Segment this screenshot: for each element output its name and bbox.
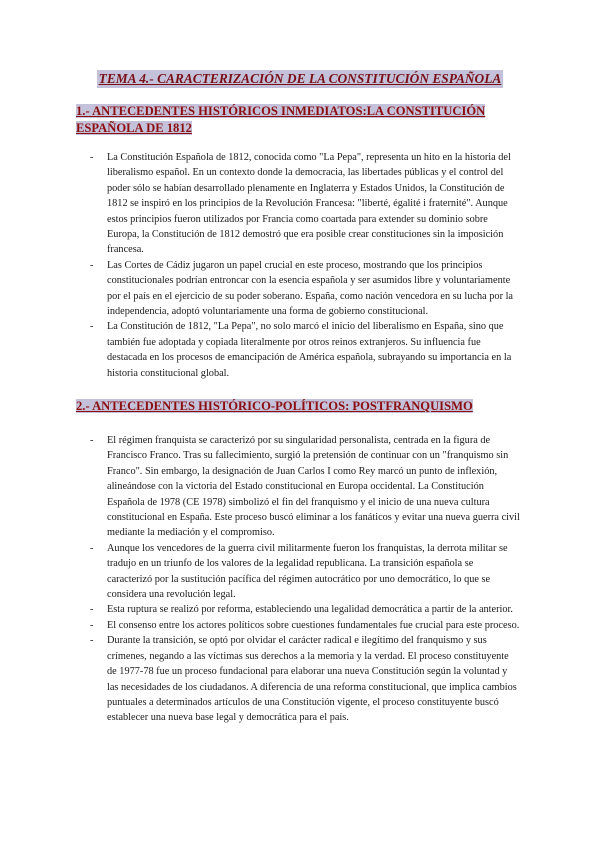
section-1-heading	[76, 103, 516, 137]
list-item	[0, 618, 600, 633]
list-item	[0, 541, 600, 603]
bullet-dash: -	[90, 435, 94, 446]
list-item-text: Esta ruptura se realizó por reforma, estableciendo una legalidad democrática a partir de la anterior.	[107, 604, 513, 616]
title-wrap	[0, 70, 600, 88]
list-item	[0, 433, 600, 541]
list-item-text: Aunque los vencedores de la guerra civil militarmente fueron los franquistas, la derrota militar se tradujo en un triunfo de los valores de la legalidad republicana. La transición española se caracterizó por la sustitución pacífica del régimen autocrático por uno democrático, lo que se considera una revolución legal.	[107, 542, 508, 601]
list-item-text: La Constitución Española de 1812, conocida como "La Pepa", representa un hito en la historia del liberalismo español. En un contexto donde la democracia, las libertades públicas y el control del poder sólo se habían desarrollado plenamente en Inglaterra y Estados Unidos, la Constitución de 1812 se inspiró en los principios de la Revolución Francesa: "liberté, égalité i fraternité". Aunque estos principios fueron utilizados por Francia como coartada para extender su dominio sobre Europa, la Constitución de 1812 demostró que era posible crear constituciones sin la imposición francesa.	[107, 152, 511, 256]
list-item-text: Las Cortes de Cádiz jugaron un papel crucial en este proceso, mostrando que los principios constitucionales podrían entroncar con la esencia española y ser asumidos libre y voluntariamente por el país en el ejercicio de su poder soberano. España, como nación vencedora en su lucha por la independencia, adoptó voluntariamente una forma de gobierno constitucional.	[107, 259, 513, 318]
section-2-heading-text: 2.- ANTECEDENTES HISTÓRICO-POLÍTICOS: POSTFRANQUISMO	[76, 399, 473, 413]
list-item	[0, 319, 600, 381]
bullet-dash: -	[90, 321, 94, 333]
bullet-dash: -	[90, 619, 94, 631]
bullet-dash: -	[90, 259, 94, 271]
list-item	[0, 602, 600, 617]
section-1-heading-text: 1.- ANTECEDENTES HISTÓRICOS INMEDIATOS:LA CONSTITUCIÓN ESPAÑOLA DE 1812	[76, 104, 486, 135]
section-1-list	[0, 150, 600, 381]
section-2-heading	[76, 398, 473, 415]
list-item-text: Durante la transición, se optó por olvidar el carácter radical e ilegítimo del franquismo y sus crímenes, negando a las víctimas sus derechos a la memoria y la verdad. El proceso constituyente de 1977-78 fue un proceso fundacional para elaborar una nueva Constitución según la voluntad y las necesidades de los ciudadanos. A diferencia de una reforma constitucional, que implica cambios puntuales a determinados artículos de una Constitución vigente, el proceso constituyente buscó establecer una nueva base legal y democrática para el país.	[107, 635, 517, 724]
list-item-text: El consenso entre los actores políticos sobre cuestiones fundamentales fue crucial para este proceso.	[107, 619, 520, 631]
list-item	[0, 258, 600, 320]
list-item-text: El régimen franquista se caracterizó por su singularidad personalista, centrada en la figura de Francisco Franco. Tras su fallecimiento, surgió la pretensión de continuar con un "franquismo sin Franco". Sin embargo, la designación de Juan Carlos I como Rey marcó un punto de inflexión, alineándose con la victoria del Estado constitucional en Europa occidental. La Constitución Española de 1978 (CE 1978) simbolizó el fin del franquismo y el inicio de una nueva cultura constitucional en España. Este proceso buscó eliminar a los fanáticos y evitar una nueva guerra civil mediante la mediación y el compromiso.	[107, 435, 520, 539]
bullet-dash: -	[90, 542, 94, 554]
list-item-text: La Constitución de 1812, "La Pepa", no solo marcó el inicio del liberalismo en España, sino que también fue adoptada y copiada literalmente por otros reinos extranjeros. Su influencia fue destacada en los procesos de emancipación de América española, subrayando su importancia en la historia constitucional global.	[107, 321, 512, 379]
bullet-dash: -	[90, 152, 94, 163]
document-title: TEMA 4.- CARACTERIZACIÓN DE LA CONSTITUCIÓN ESPAÑOLA	[98, 71, 502, 86]
list-item	[0, 633, 600, 725]
section-2-list	[0, 433, 600, 726]
bullet-dash: -	[90, 604, 94, 616]
list-item	[0, 150, 600, 258]
bullet-dash: -	[90, 635, 94, 647]
